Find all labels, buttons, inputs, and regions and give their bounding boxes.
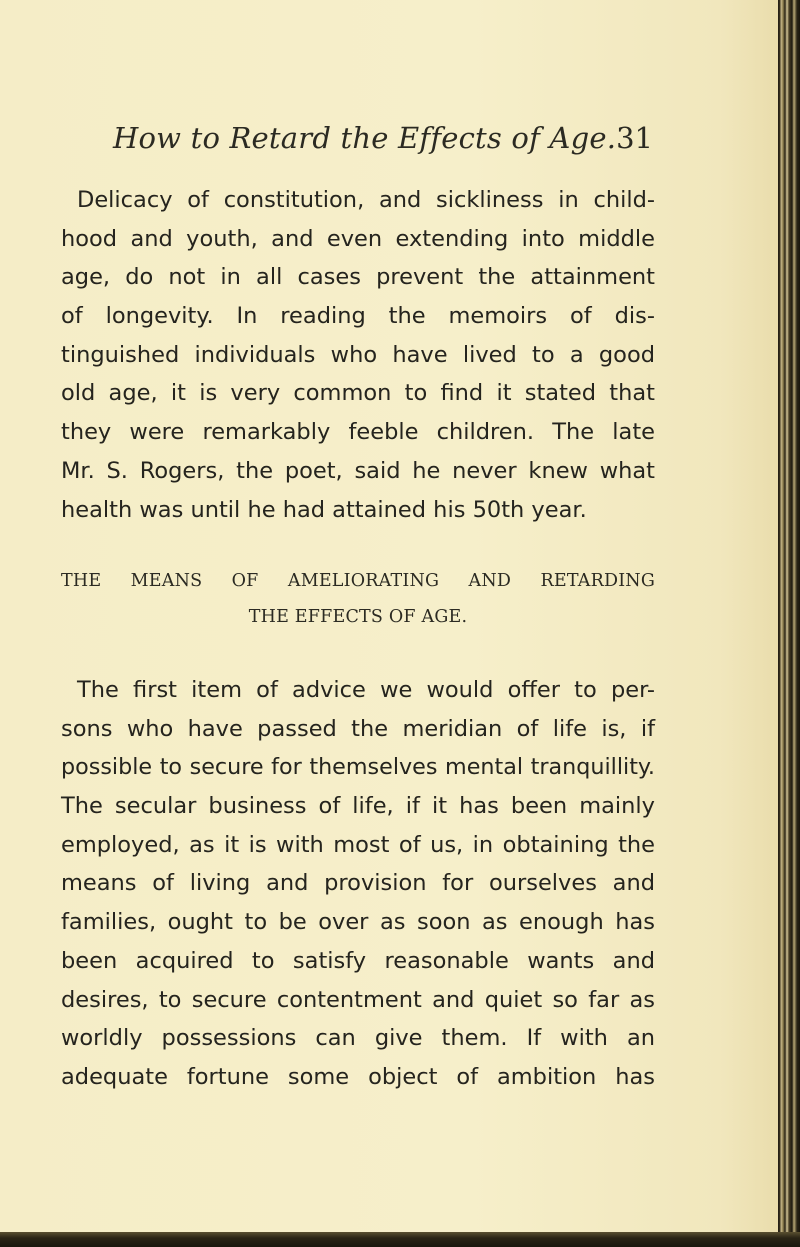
text-line: desires, to secure contentment and quiet so far as	[61, 986, 655, 1013]
text-line: Delicacy of constitution, and sickliness in child-	[77, 187, 655, 213]
text-line: adequate fortune some object of ambition has	[61, 1063, 655, 1090]
text-line: health was until he had attained his 50th year.	[61, 496, 587, 523]
section-heading	[61, 563, 655, 635]
page-header	[113, 121, 653, 165]
text-line: employed, as it is with most of us, in obtaining the	[61, 831, 655, 858]
paragraph-advice	[61, 671, 655, 1097]
text-line: hood and youth, and even extending into middle	[61, 225, 655, 252]
text-line: age, do not in all cases prevent the attainment	[61, 264, 655, 291]
book-spine-edge	[778, 0, 800, 1247]
text-line: they were remarkably feeble children. The late	[61, 419, 655, 446]
text-line: Mr. S. Rogers, the poet, said he never knew what	[61, 457, 655, 484]
text-line: possible to secure for themselves mental tranquillity.	[61, 754, 655, 781]
text-line: means of living and provision for ourselves and	[61, 870, 655, 897]
text-line: old age, it is very common to find it stated that	[61, 380, 655, 407]
text-line: The first item of advice we would offer to per-	[77, 677, 655, 703]
text-line: The secular business of life, if it has been mainly	[61, 793, 655, 820]
page-number: 31	[616, 121, 653, 155]
section-heading-line: THE MEANS OF AMELIORATING AND RETARDING	[61, 571, 655, 591]
text-line: been acquired to satisfy reasonable wants and	[61, 947, 655, 974]
text-line: families, ought to be over as soon as enough has	[61, 909, 655, 936]
paragraph-constitution	[61, 181, 655, 529]
running-head: How to Retard the Effects of Age.	[113, 121, 617, 155]
text-line: of longevity. In reading the memoirs of dis-	[61, 303, 655, 330]
text-line: sons who have passed the meridian of life is, if	[61, 715, 655, 742]
page-bottom-edge	[0, 1232, 800, 1247]
text-line: worldly possessions can give them. If with an	[61, 1025, 655, 1052]
section-heading-line: THE EFFECTS OF AGE.	[248, 607, 468, 627]
text-line: tinguished individuals who have lived to a good	[61, 341, 655, 368]
